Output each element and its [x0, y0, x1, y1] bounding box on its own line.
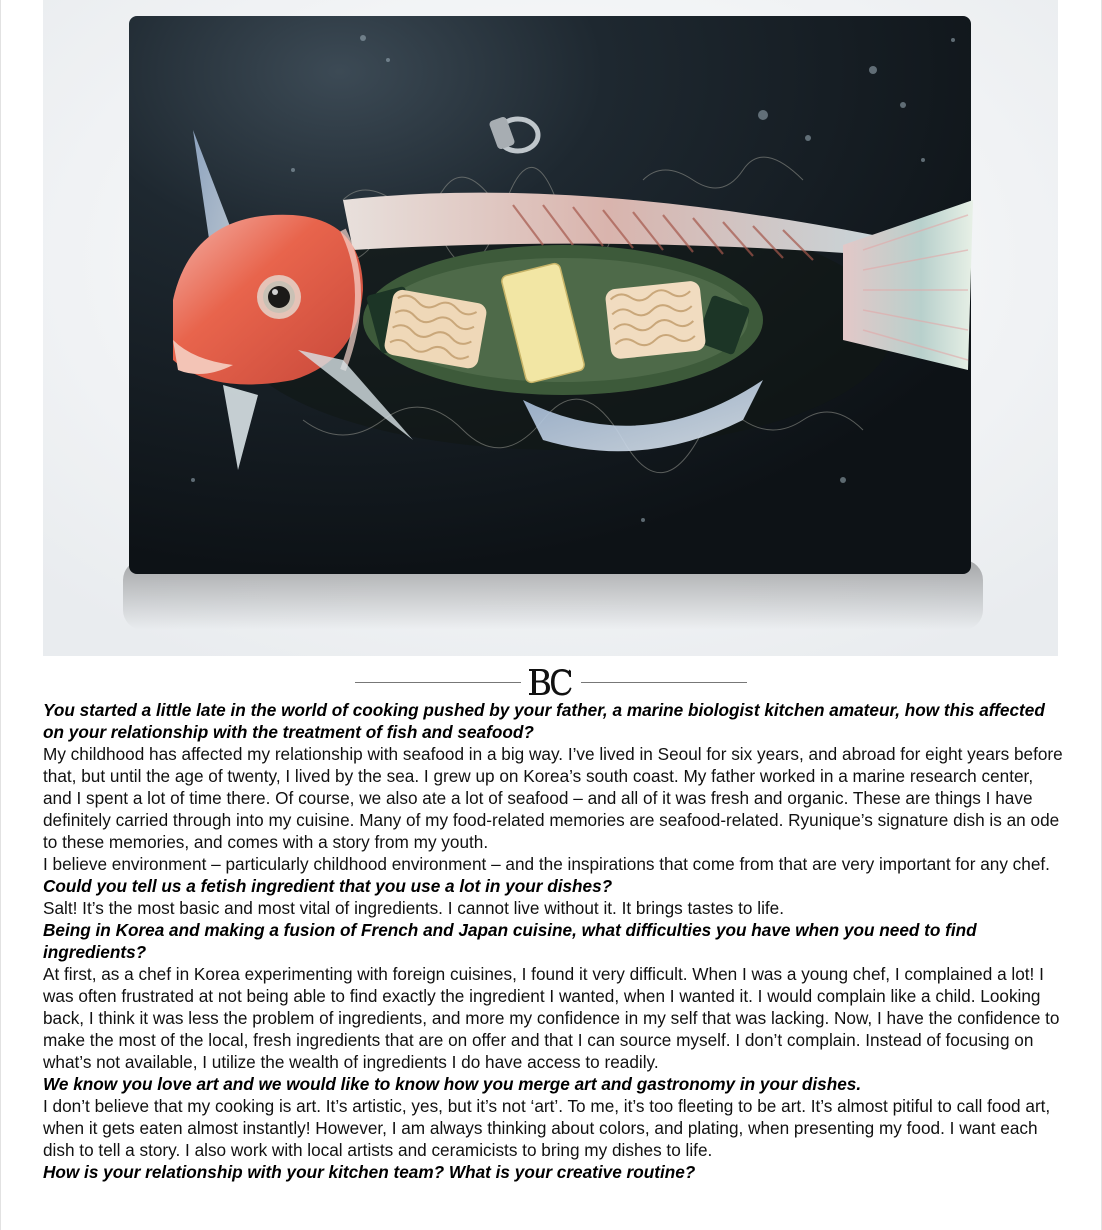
question-4: We know you love art and we would like to know how you merge art and gastronomy in your dishes. [43, 1074, 862, 1094]
answer-2: Salt! It’s the most basic and most vital of ingredients. I cannot live without it. It brings tastes to life. [43, 898, 785, 918]
divider-line-left [355, 682, 521, 683]
answer-4: I don’t believe that my cooking is art. It’s artistic, yes, but it’s not ‘art’. To me, it’s too fleeting to be art. It’s almost pitiful to call food art, when it gets eaten almost instantly! However, I am always thinking about colors, and plating, when presenting my food. I want each dish to tell a story. I also work with local artists and ceramicists to bring my dishes to life. [43, 1096, 1051, 1160]
question-3: Being in Korea and making a fusion of French and Japan cuisine, what difficulties you have when you need to find ingredients? [43, 920, 977, 962]
question-2: Could you tell us a fetish ingredient that you use a lot in your dishes? [43, 876, 613, 896]
interview-article [43, 699, 1063, 1183]
brand-logo-divider [355, 666, 747, 698]
answer-1: My childhood has affected my relationship with seafood in a big way. I’ve lived in Seoul for six years, and abroad for eight years before that, but until the age of twenty, I lived by the sea. I grew up on Korea’s south coast. My father worked in a marine research center, and I spent a lot of time there. Of course, we also ate a lot of seafood – and all of it was fresh and organic. These are things I have definitely carried through into my cuisine. Many of my food-related memories are seafood-related. Ryunique’s signature dish is an ode to these memories, and comes with a story from my youth. [43, 744, 1063, 852]
fish-dish-photo [43, 0, 1058, 656]
brand-logo [527, 666, 575, 698]
divider-line-right [581, 682, 747, 683]
answer-1b: I believe environment – particularly childhood environment – and the inspirations that come from that are very important for any chef. [43, 854, 1050, 874]
answer-3: At first, as a chef in Korea experimenting with foreign cuisines, I found it very difficult. When I was a young chef, I complained a lot! I was often frustrated at not being able to find exactly the ingredient I wanted, when I wanted it. I would complain like a child. Looking back, I think it was less the problem of ingredients, and more my confidence in my self that was lacking. Now, I have the confidence to make the most of the local, fresh ingredients that are on offer and that I can source myself. I don’t complain. Instead of focusing on what’s not available, I utilize the wealth of ingredients I do have access to readily. [43, 964, 1060, 1072]
question-1: You started a little late in the world of cooking pushed by your father, a marine biologist kitchen amateur, how this affected on your relationship with the treatment of fish and seafood? [43, 700, 1045, 742]
question-5: How is your relationship with your kitchen team? What is your creative routine? [43, 1162, 696, 1182]
